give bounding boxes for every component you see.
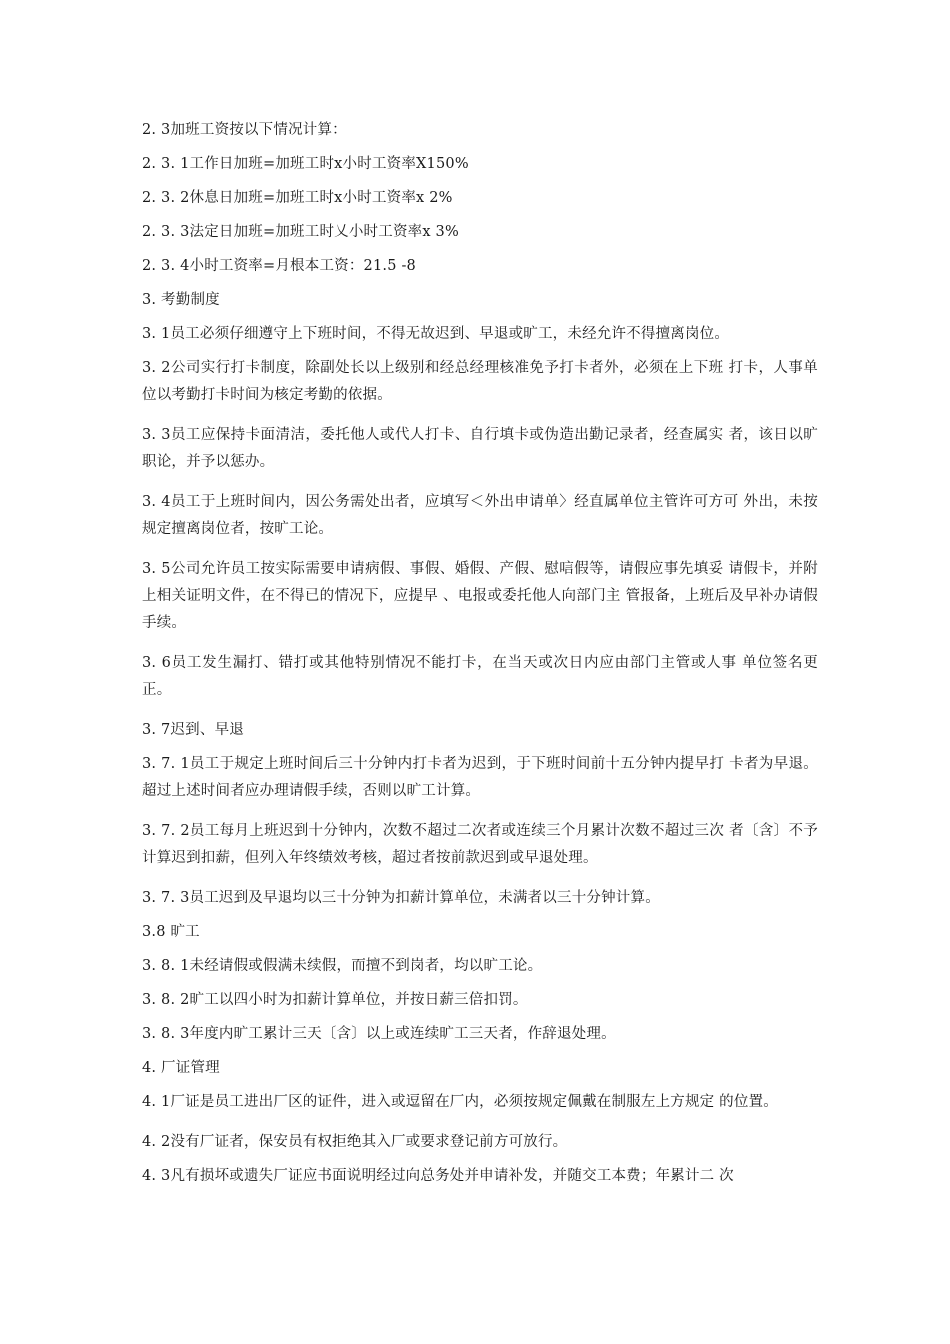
clause-3-8-3: 3. 8. 3年度内旷工累计三天〔含〕以上或连续旷工三天者，作辞退处理。 [142,1026,616,1042]
clause-3-8-1: 3. 8. 1未经请假或假满未续假，而擅不到岗者，均以旷工论。 [142,958,543,974]
section-4-heading: 4. 厂证管理 [142,1060,220,1076]
clause-3-8-2: 3. 8. 2旷工以四小时为扣薪计算单位，并按日薪三倍扣罚。 [142,992,528,1008]
document-body [142,117,818,1197]
section-3-heading: 3. 考勤制度 [142,292,220,308]
clause-2-3-4: 2. 3. 4小时工资率=月根本工资：21.5 -8 [142,258,416,274]
clause-2-3-2: 2. 3. 2休息日加班=加班工时x小时工资率x 2% [142,190,453,206]
clause-3-4: 3. 4员工于上班时间内，因公务需处出者，应填写＜外出申请单〉经直属单位主管许可方可 外出，未按规定擅离岗位者，按旷工论。 [142,494,818,537]
clause-4-3: 4. 3凡有损坏或遗失厂证应书面说明经过向总务处并申请补发，并随交工本费；年累计二 次 [142,1168,734,1184]
clause-3-1: 3. 1员工必须仔细遵守上下班时间，不得无故迟到、早退或旷工，未经允许不得擅离岗位。 [142,326,730,342]
clause-3-5: 3. 5公司允许员工按实际需要申请病假、事假、婚假、产假、慰唁假等，请假应事先填妥 请假卡，并附上相关证明文件，在不得已的情况下，应提早 、电报或委托他人向部门主 管报备，上班后及早补办请假手续。 [142,561,818,631]
clause-3-8: 3.8 旷工 [142,924,200,940]
clause-2-3: 2. 3加班工资按以下情况计算： [142,122,347,138]
clause-3-7-1: 3. 7. 1员工于规定上班时间后三十分钟内打卡者为迟到，于下班时间前十五分钟内提早打 卡者为早退。超过上述时间者应办理请假手续，否则以旷工计算。 [142,756,818,799]
clause-3-7-3: 3. 7. 3员工迟到及早退均以三十分钟为扣薪计算单位，未满者以三十分钟计算。 [142,890,660,906]
clause-4-1: 4. 1厂证是员工进出厂区的证件，进入或逗留在厂内，必须按规定佩戴在制服左上方规定 的位置。 [142,1094,778,1110]
clause-3-7-2: 3. 7. 2员工每月上班迟到十分钟内，次数不超过二次者或连续三个月累计次数不超过三次 者〔含〕不予计算迟到扣薪，但列入年终绩效考核，超过者按前款迟到或早退处理。 [142,823,818,866]
clause-2-3-1: 2. 3. 1工作日加班=加班工时x小时工资率X150% [142,156,469,172]
clause-2-3-3: 2. 3. 3法定日加班=加班工时乂小时工资率x 3% [142,224,459,240]
clause-3-6: 3. 6员工发生漏打、错打或其他特别情况不能打卡，在当天或次日内应由部门主管或人事 单位签名更正。 [142,655,818,698]
clause-3-2: 3. 2公司实行打卡制度，除副处长以上级别和经总经理核准免予打卡者外，必须在上下班 打卡，人事单位以考勤打卡时间为核定考勤的依据。 [142,360,818,403]
clause-4-2: 4. 2没有厂证者，保安员有权拒绝其入厂或要求登记前方可放行。 [142,1134,568,1150]
clause-3-7: 3. 7迟到、早退 [142,722,244,738]
clause-3-3: 3. 3员工应保持卡面清洁，委托他人或代人打卡、自行填卡或伪造出勤记录者，经查属实 者，该日以旷职论，并予以惩办。 [142,427,818,470]
